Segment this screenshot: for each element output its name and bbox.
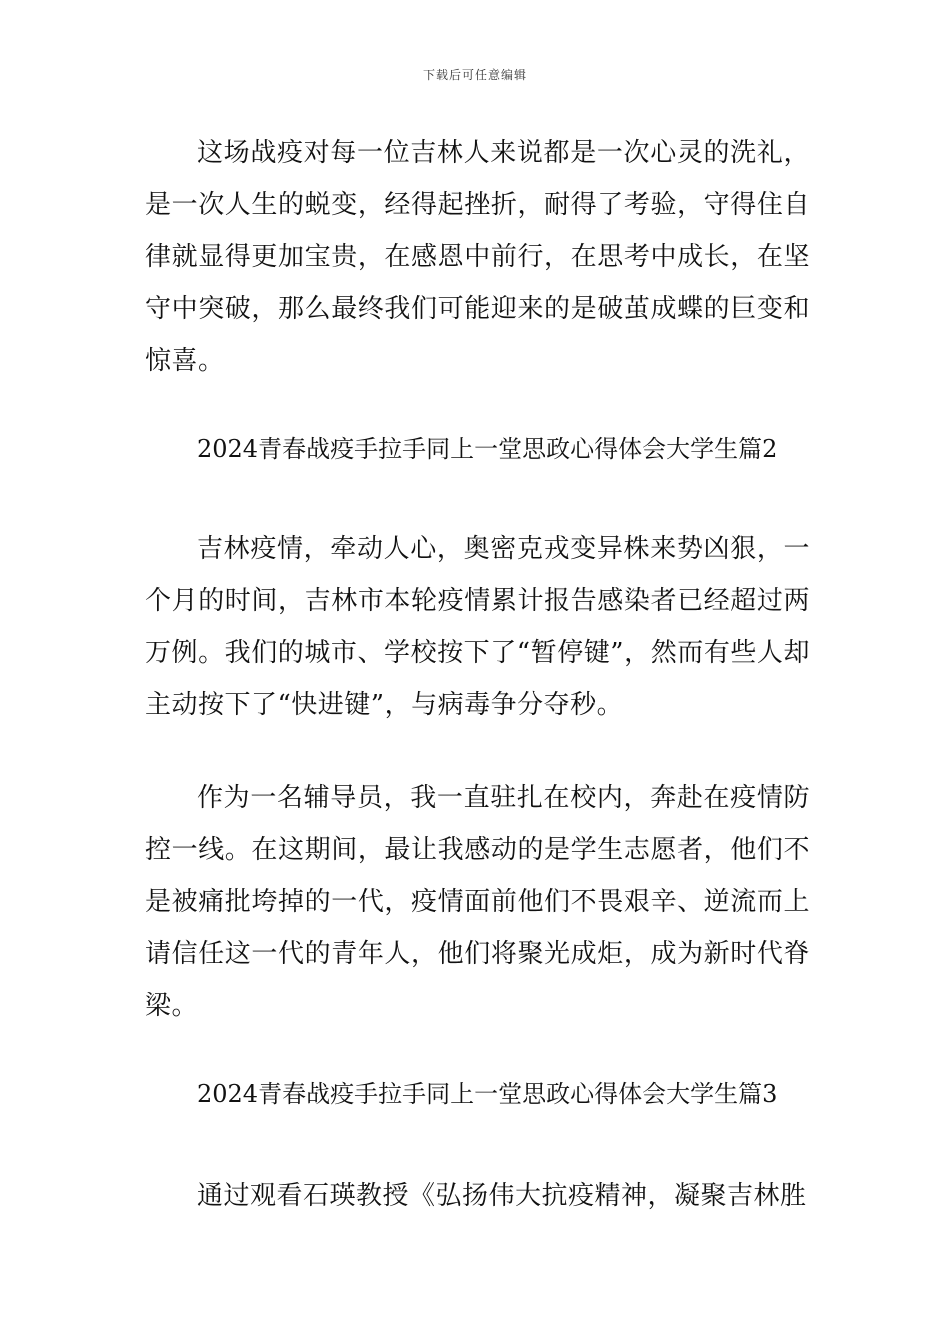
section-heading-3: 2024青春战疫手拉手同上一堂思政心得体会大学生篇3 — [197, 1080, 778, 1108]
header-note: 下载后可任意编辑 — [422, 68, 527, 82]
paragraph-3: 作为一名辅导员，我一直驻扎在校内，奔赴在疫情防控一线。在这期间，最让我感动的是学生志愿者，他们不是被痛批垮掉的一代，疫情面前他们不畏艰辛、逆流而上请信任这一代的青年人，他们将聚光成炬，成为新时代脊梁。 — [145, 783, 810, 1021]
paragraph-4: 通过观看石瑛教授《弘扬伟大抗疫精神，凝聚吉林胜 — [197, 1181, 807, 1211]
section-heading-2: 2024青春战疫手拉手同上一堂思政心得体会大学生篇2 — [197, 435, 778, 463]
paragraph-2: 吉林疫情，牵动人心，奥密克戎变异株来势凶狠，一个月的时间，吉林市本轮疫情累计报告感染者已经超过两万例。我们的城市、学校按下了“暂停键”，然而有些人却主动按下了“快进键”，与病毒争分夺秒。 — [145, 534, 810, 720]
paragraph-1: 这场战疫对每一位吉林人来说都是一次心灵的洗礼，是一次人生的蜕变，经得起挫折，耐得了考验，守得住自律就显得更加宝贵，在感恩中前行，在思考中成长，在坚守中突破，那么最终我们可能迎来的是破茧成蝶的巨变和惊喜。 — [145, 138, 810, 376]
